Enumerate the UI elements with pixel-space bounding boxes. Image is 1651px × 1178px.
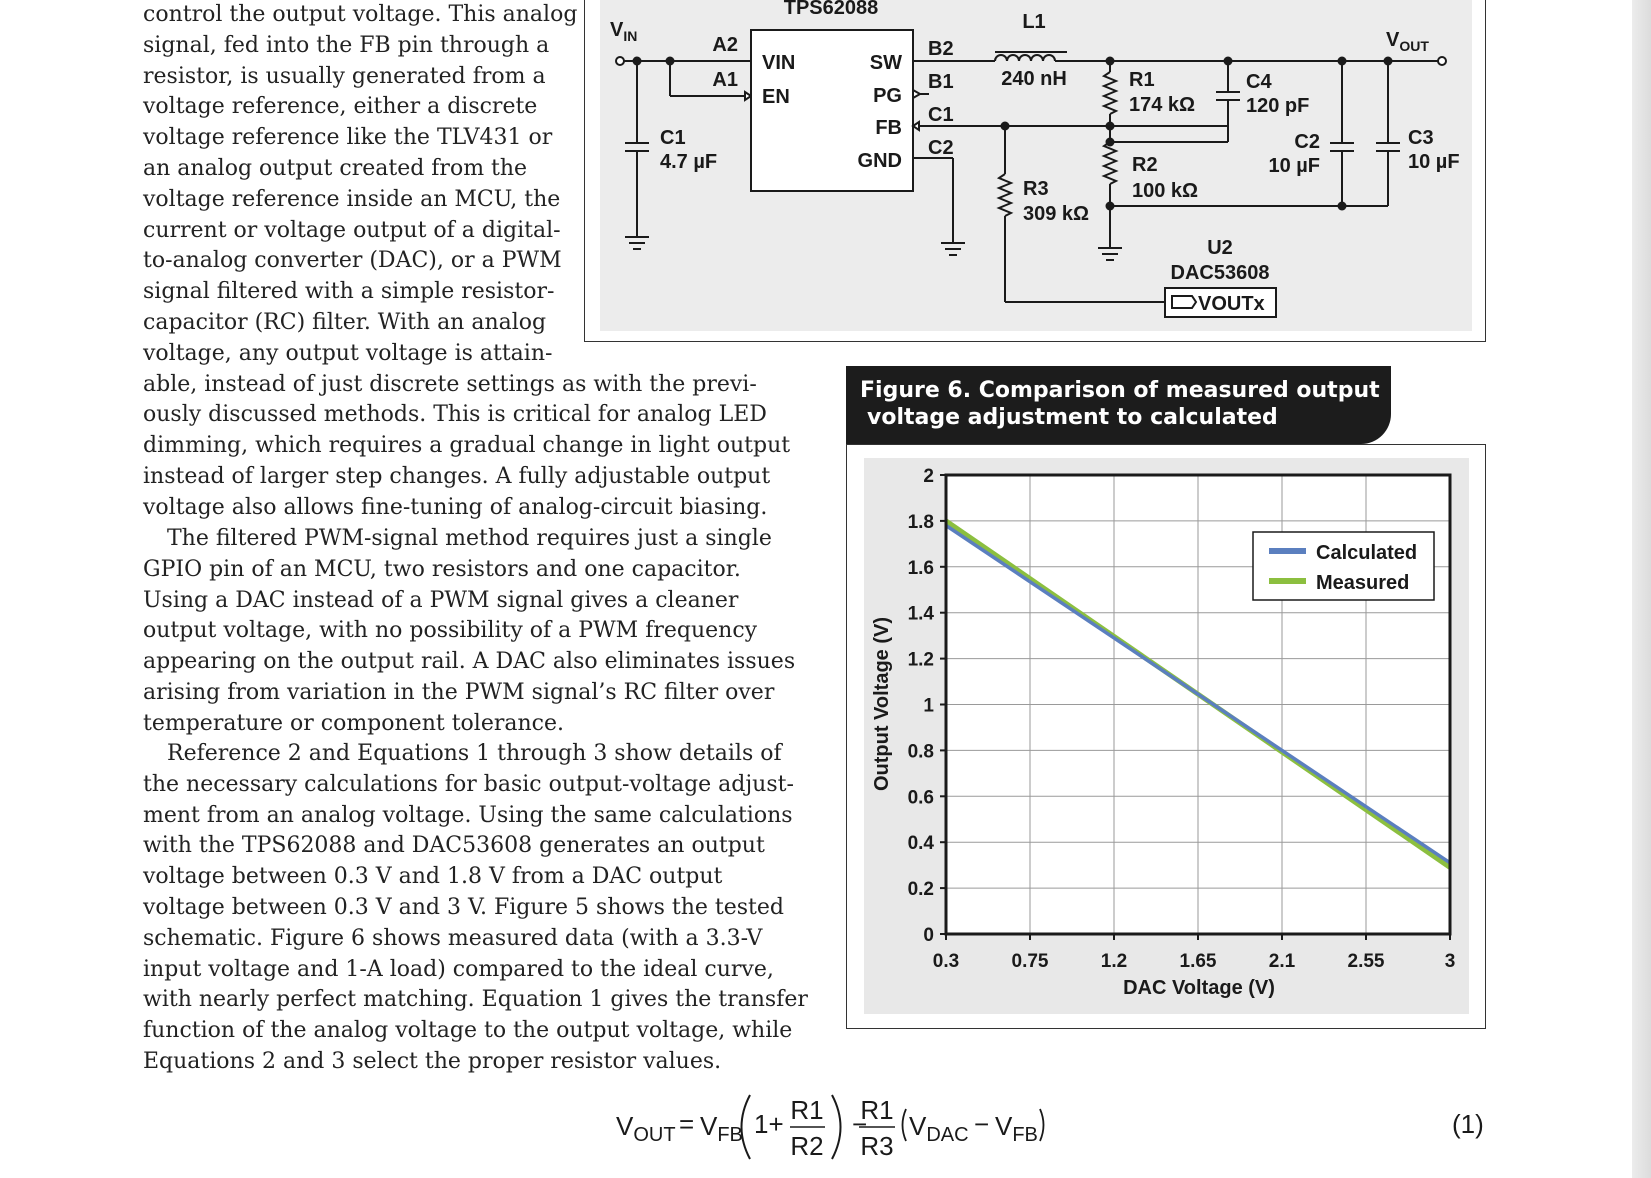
- text-line: voltage, any output voltage is attain-: [143, 340, 553, 366]
- text-line: able, instead of just discrete settings as with the previ-: [143, 371, 757, 397]
- svg-text:VFB: [700, 1111, 743, 1146]
- eq-vfb-sub: FB: [717, 1124, 743, 1146]
- legend-label-calculated: Calculated: [1316, 542, 1418, 564]
- eq-one-plus: 1+: [754, 1109, 784, 1139]
- pin-gnd: GND: [857, 150, 902, 172]
- legend-label-measured: Measured: [1316, 572, 1410, 594]
- x-tick-label: 3: [1444, 951, 1456, 972]
- text-line: schematic. Figure 6 shows measured data (with a 3.3-V: [143, 925, 763, 951]
- r1-value: 174 kΩ: [1129, 94, 1196, 116]
- y-tick-label: 0: [923, 925, 934, 946]
- text-line: signal filtered with a simple resistor-: [143, 279, 555, 305]
- y-tick-label: 1.4: [907, 603, 934, 625]
- vin-label: $V_{IN}$: [610, 19, 638, 44]
- u2-part: DAC53608: [1170, 262, 1270, 284]
- eq-vfb: V: [700, 1111, 718, 1141]
- text-line: instead of larger step changes. A fully adjustable output: [143, 463, 771, 489]
- eq-frac1-num: R1: [790, 1095, 824, 1125]
- text-line: dimming, which requires a gradual change in light output: [143, 433, 791, 459]
- y-tick-label: 0.8: [907, 741, 934, 763]
- x-tick-label: 1.65: [1179, 951, 1217, 972]
- eq-vfb-2: V: [995, 1111, 1013, 1141]
- text-line: ously discussed methods. This is critical for analog LED: [143, 402, 767, 428]
- y-tick-label: 1.2: [907, 649, 934, 671]
- text-line: with the TPS62088 and DAC53608 generates an output: [143, 833, 765, 859]
- pin-en: EN: [762, 86, 790, 108]
- r1-name: R1: [1129, 69, 1155, 91]
- y-tick-label: 0.2: [907, 879, 934, 901]
- c4-value: 120 pF: [1246, 95, 1310, 117]
- y-tick-label: 1: [923, 695, 934, 717]
- c2-name: C2: [1294, 131, 1320, 153]
- y-tick-label: 1.6: [907, 557, 934, 579]
- text-line: capacitor (RC) filter. With an analog: [143, 309, 547, 335]
- eq-minus-2: −: [974, 1109, 990, 1139]
- pin-a1: A1: [712, 69, 738, 91]
- c4-name: C4: [1246, 71, 1272, 93]
- text-line: to-analog converter (DAC), or a PWM: [143, 248, 562, 274]
- c1-value: 4.7 µF: [660, 151, 718, 173]
- x-tick-label: 0.75: [1011, 951, 1049, 972]
- text-line: Reference 2 and Equations 1 through 3 show details of: [167, 741, 782, 766]
- pin-b1: B1: [928, 71, 954, 93]
- u2-pin: VOUTx: [1198, 293, 1265, 315]
- pin-vin: VIN: [762, 52, 796, 74]
- c3-value: 10 µF: [1408, 151, 1460, 173]
- y-tick-label: 1.8: [907, 511, 934, 533]
- text-line: with nearly perfect matching. Equation 1 gives the transfer: [143, 987, 808, 1013]
- text-line: Equations 2 and 3 select the proper resistor values.: [143, 1048, 722, 1074]
- eq-vout: V: [616, 1111, 634, 1141]
- y-axis-label: Output Voltage (V): [871, 616, 893, 792]
- text-line: an analog output created from the: [143, 155, 528, 181]
- text-line: current or voltage output of a digital-: [143, 217, 561, 243]
- l1-name: L1: [1022, 11, 1046, 33]
- text-line: output voltage, with no possibility of a PWM frequency: [143, 618, 758, 644]
- eq-vdac-sub: DAC: [926, 1124, 969, 1146]
- r2-value: 100 kΩ: [1132, 180, 1199, 202]
- pin-sw: SW: [869, 52, 902, 74]
- r2-name: R2: [1132, 154, 1158, 176]
- text-line: signal, fed into the FB pin through a: [143, 32, 550, 58]
- figure-title-line-1: Figure 6. Comparison of measured output: [860, 378, 1380, 403]
- text-line: voltage between 0.3 V and 3 V. Figure 5 shows the tested: [143, 894, 784, 920]
- text-line: voltage reference, either a discrete: [143, 94, 538, 120]
- pin-fb: FB: [875, 117, 902, 139]
- eq-minus: −: [852, 1109, 868, 1139]
- r3-value: 309 kΩ: [1023, 203, 1090, 225]
- equation-number: (1): [1452, 1109, 1484, 1139]
- text-line: voltage between 0.3 V and 1.8 V from a DAC output: [143, 864, 723, 890]
- text-line: The filtered PWM-signal method requires just a single: [167, 526, 772, 551]
- text-line: temperature or component tolerance.: [143, 710, 564, 736]
- text-line: ment from an analog voltage. Using the same calculations: [143, 802, 793, 828]
- u2-name: U2: [1207, 237, 1233, 259]
- eq-frac1-den: R2: [790, 1131, 824, 1161]
- equation-1: [600, 1085, 1600, 1165]
- text-line: appearing on the output rail. A DAC also eliminates issues: [143, 649, 796, 675]
- text-line: voltage reference inside an MCU, the: [143, 186, 561, 212]
- vout-label: $V_{OUT}$: [1386, 29, 1429, 54]
- x-axis-label: DAC Voltage (V): [1123, 977, 1275, 999]
- svg-text:VFB: [995, 1111, 1038, 1146]
- x-tick-label: 1.2: [1100, 951, 1128, 972]
- r3-name: R3: [1023, 178, 1049, 200]
- text-line: Using a DAC instead of a PWM signal gives a cleaner: [143, 587, 739, 613]
- c2-value: 10 µF: [1268, 155, 1320, 177]
- svg-text:VDAC: [909, 1111, 969, 1146]
- eq-vfb-2-sub: FB: [1012, 1124, 1038, 1146]
- legend: [1253, 532, 1434, 600]
- text-line: function of the analog voltage to the output voltage, while: [143, 1018, 793, 1044]
- eq-equals: =: [679, 1109, 695, 1139]
- text-line: voltage also allows fine-tuning of analog-circuit biasing.: [143, 494, 768, 520]
- eq-vout-sub: OUT: [633, 1124, 676, 1146]
- x-tick-label: 2.55: [1347, 951, 1385, 972]
- pin-b2: B2: [928, 38, 954, 60]
- text-line: resistor, is usually generated from a: [143, 63, 546, 89]
- y-tick-label: 0.4: [907, 833, 934, 855]
- pin-c2: C2: [928, 137, 954, 159]
- pin-a2: A2: [712, 34, 738, 56]
- svg-text:VOUT: [616, 1111, 676, 1146]
- eq-vdac: V: [909, 1111, 927, 1141]
- text-line: the necessary calculations for basic output-voltage adjust-: [143, 771, 794, 797]
- text-line: voltage reference like the TLV431 or: [143, 125, 553, 151]
- x-tick-label: 0.3: [932, 951, 960, 972]
- y-tick-label: 2: [923, 466, 934, 487]
- eq-frac2-den: R3: [860, 1131, 894, 1161]
- pin-pg: PG: [873, 85, 902, 107]
- text-line: GPIO pin of an MCU, two resistors and one capacitor.: [143, 556, 741, 582]
- text-line: control the output voltage. This analog: [143, 2, 578, 27]
- eq-frac2-num: R1: [860, 1095, 894, 1125]
- ic-name: TPS62088: [783, 0, 879, 19]
- y-tick-label: 0.6: [907, 787, 934, 809]
- text-line: arising from variation in the PWM signal’s RC filter over: [143, 679, 775, 705]
- figure-title-line-2: voltage adjustment to calculated: [867, 405, 1278, 430]
- c1-name: C1: [660, 127, 686, 149]
- x-tick-label: 2.1: [1268, 951, 1296, 972]
- text-line: input voltage and 1-A load) compared to the ideal curve,: [143, 956, 774, 982]
- l1-value: 240 nH: [1001, 68, 1067, 90]
- c3-name: C3: [1408, 127, 1434, 149]
- pin-c1: C1: [928, 104, 954, 126]
